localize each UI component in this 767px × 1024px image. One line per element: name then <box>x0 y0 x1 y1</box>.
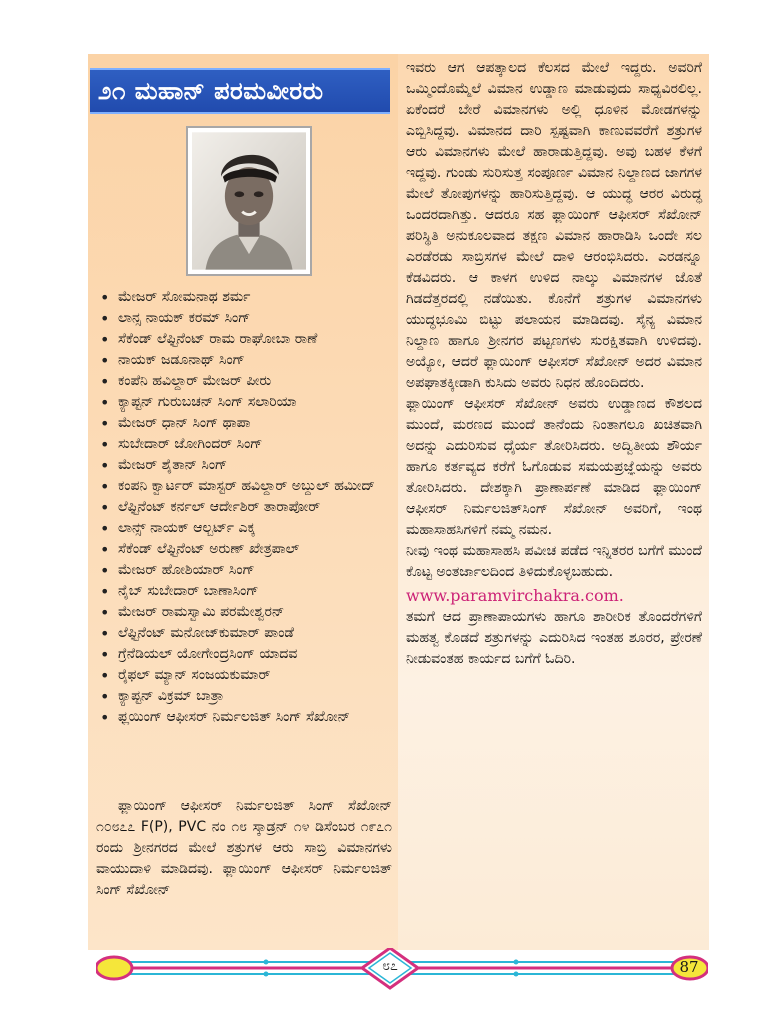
page-title: ೨೧ ಮಹಾನ್ ಪರಮವೀರರು <box>90 68 390 114</box>
list-item: • ಫ್ಲಯಿಂಗ್ ಆಫೀಸರ್ ನಿರ್ಮಲಜಿತ್ ಸಿಂಗ್ ಸೆಖೋನ್ <box>96 707 396 728</box>
list-item: • ನಾಯಕ್ ಜಡೂನಾಥ್ ಸಿಂಗ್ <box>96 350 396 371</box>
closing-paragraph: ತಮಗೆ ಆದ ಪ್ರಾಣಾಪಾಯಗಳು ಹಾಗೂ ಶಾರೀರಿಕ ತೊಂದರೆಗಳಿಗೆ ಮಹತ್ವ ಕೊಡದೆ ಶತ್ರುಗಳನ್ನು ಎದುರಿಸಿದ ಇಂತಹ ಶೂರರ, ಪ್ರೇರಣೆ ನೀಡುವಂತಹ ಕಾರ್ಯದ ಬಗೆಗೆ ಓದಿರಿ. <box>406 609 702 667</box>
list-item: • ಮೇಜರ್ ಶೈತಾನ್ ಸಿಂಗ್ <box>96 455 396 476</box>
page-footer <box>96 948 708 994</box>
list-item: • ಮೇಜರ್ ರಾಮಸ್ವಾಮಿ ಪರಮೇಶ್ವರನ್ <box>96 602 396 623</box>
portrait-image <box>192 132 306 270</box>
list-item: • ಲೆಫ್ಟಿನೆಂಟ್ ಮನೋಜ್‌ಕುಮಾರ್ ಪಾಂಡೆ <box>96 623 396 644</box>
left-paragraph: ಫ್ಲಾಯಿಂಗ್ ಆಫೀಸರ್ ನಿರ್ಮಲಜಿತ್ ಸಿಂಗ್ ಸೆಖೋನ್ ೧೦೮೭೭ F(P), PVC ನಂ ೧೮ ಸ್ಕಾಡ್ರನ್ ೧೪ ಡಿಸೆಂಬರ ೧೯೭೧ ರಂದು ಶ್ರೀನಗರದ ಮೇಲೆ ಶತ್ರುಗಳ ಆರು ಸಾಬ್ರಿ ವಿಮಾನಗಳು ವಾಯುದಾಳಿ ಮಾಡಿದವು. ಫ್ಲಾಯಿಂಗ್ ಆಫೀಸರ್ ನಿರ್ಮಲಜಿತ್ ಸಿಂಗ್ ಸೆಖೋನ್ <box>96 798 392 898</box>
list-item: • ಸೆಕೆಂಡ್ ಲೆಫ್ಟಿನೆಂಟ್ ಅರುಣ್ ಖೇತ್ರಪಾಲ್ <box>96 539 396 560</box>
right-column <box>406 58 702 670</box>
list-item: • ಮೇಜರ್ ಹೋಶಿಯಾರ್ ಸಿಂಗ್ <box>96 560 396 581</box>
list-item: • ಸೆಕೆಂಡ್ ಲೆಫ್ಟಿನೆಂಟ್ ರಾಮ ರಾಘೋಬಾ ರಾಣೆ <box>96 329 396 350</box>
list-item: • ಲೆಫ್ಟಿನೆಂಟ್ ಕರ್ನಲ್ ಆರ್ದೇಶಿರ್ ತಾರಾಪೋರ್ <box>96 497 396 518</box>
body-paragraph: ನೀವು ಇಂಥ ಮಹಾಸಾಹಸಿ ಪವೀಚ ಪಡೆದ ಇನ್ನಿತರರ ಬಗೆಗೆ ಮುಂದೆ ಕೊಟ್ಟ ಅಂತರ್ಜಾಲದಿಂದ ತಿಳಿದುಕೊಳ್ಳಬಹುದು. <box>406 543 702 580</box>
list-item: • ಲಾನ್ಸ್ ನಾಯಕ್ ಆಲ್ಬರ್ಟ್ ಎಕ್ಕ <box>96 518 396 539</box>
portrait-photo <box>186 126 312 276</box>
list-item: • ರೈಫಲ್ ಮ್ಯಾನ್ ಸಂಜಯಕುಮಾರ್ <box>96 665 396 686</box>
list-item: • ನೈಬ್ ಸುಬೇದಾರ್ ಬಾಣಾಸಿಂಗ್ <box>96 581 396 602</box>
list-item: • ಗ್ರೆನೆಡಿಯಲ್ ಯೋಗೇಂದ್ರಸಿಂಗ್ ಯಾದವ <box>96 644 396 665</box>
list-item: • ಮೇಜರ್ ಸೋಮನಾಥ ಶರ್ಮ <box>96 287 396 308</box>
website-link[interactable]: www.paramvirchakra.com. <box>406 586 624 605</box>
hero-list <box>96 287 396 728</box>
list-item: • ಲಾನ್ಸ ನಾಯಕ್ ಕರಮ್ ಸಿಂಗ್ <box>96 308 396 329</box>
list-item: • ಕಂಪನಿ ಕ್ವಾರ್ಟರ್ ಮಾಸ್ಟರ್ ಹವಿಲ್ದಾರ್ ಅಬ್ದುಲ್ ಹಮೀದ್ <box>96 476 396 497</box>
body-paragraph: ಇವರು ಆಗ ಆಪತ್ಕಾಲದ ಕೆಲಸದ ಮೇಲೆ ಇದ್ದರು. ಅವರಿಗೆ ಒಮ್ಮಿಂದೊಮ್ಮೆಲೆ ವಿಮಾನ ಉಡ್ಡಾಣ ಮಾಡುವುದು ಸಾಧ್ಯವಿರಲಿಲ್ಲ. ಏಕೆಂದರೆ ಬೇರೆ ವಿಮಾನಗಳು ಅಲ್ಲಿ ಧೂಳಿನ ಮೋಡಗಳನ್ನು ಎಬ್ಬಿಸಿದ್ದವು. ವಿಮಾನದ ದಾರಿ ಸ್ಪಷ್ಟವಾಗಿ ಕಾಣುವವರೆಗೆ ಶತ್ರುಗಳ ಆರು ವಿಮಾನಗಳು ಮೇಲೆ ಹಾರಾಡುತ್ತಿದ್ದವು. ಅವು ಬಹಳ ಕೆಳಗೆ ಇದ್ದವು. ಗುಂಡು ಸುರಿಸುತ್ತ ಸಂಪೂರ್ಣ ವಿಮಾನ ನಿಲ್ದಾಣದ ಜಾಗಗಳ ಮೇಲೆ ತೋಪುಗಳನ್ನು ಹಾರಿಸುತ್ತಿದ್ದವು. ಆ ಯುದ್ಧ ಆರರ ವಿರುದ್ಧ ಒಂದರದಾಗಿತ್ತು. ಆದರೂ ಸಹ ಫ್ಲಾಯಿಂಗ್ ಆಫೀಸರ್ ಸೆಖೋನ್ ಪರಿಸ್ಥಿತಿ ಅನುಕೂಲವಾದ ತಕ್ಷಣ ವಿಮಾನ ಹಾರಾಡಿಸಿ ಒಂದೇ ಸಲ ಎರಡೆರಡು ಸಾಬ್ರಿಸಗಳ ಮೇಲೆ ದಾಳಿ ಆರಂಭಿಸಿದರು. ಎರಡನ್ನೂ ಕೆಡವಿದರು. ಆ ಕಾಳಗ ಉಳಿದ ನಾಲ್ಕು ವಿಮಾನಗಳ ಜೊತೆ ಗಿಡದೆತ್ತರದಲ್ಲಿ ನಡೆಯಿತು. ಕೊನೆಗೆ ಶತ್ರುಗಳ ವಿಮಾನಗಳು ಯುದ್ಧಭೂಮಿ ಬಿಟ್ಟು ಪಲಾಯನ ಮಾಡಿದವು. ಸೈನ್ಯ ವಿಮಾನ ನಿಲ್ದಾಣ ಹಾಗೂ ಶ್ರೀನಗರ ಪಟ್ಟಣಗಳು ಸುರಕ್ಷಿತವಾಗಿ ಉಳಿದವು. ಅಯ್ಯೋ, ಆದರೆ ಫ್ಲಾಯಿಂಗ್ ಆಫೀಸರ್ ಸೆಖೋನ್ ಅದರ ವಿಮಾನ ಅಪಘಾತಕ್ಕೀಡಾಗಿ ಕುಸಿದು ಅವರು ನಿಧನ ಹೊಂದಿದರು. <box>406 60 702 391</box>
body-paragraph: ಫ್ಲಾಯಿಂಗ್ ಆಫೀಸರ್ ಸೆಖೋನ್ ಅವರು ಉಡ್ಡಾಣದ ಕೌಶಲದ ಮುಂದೆ, ಮರಣದ ಮುಂದೆ ತಾನೆಂದು ನಿಂತಾಗಲೂ ಖಚಿತವಾಗಿ ಅದನ್ನು ಎದುರಿಸುವ ಧೈರ್ಯ ತೋರಿಸಿದರು. ಅದ್ವಿತೀಯ ಶೌರ್ಯ ಹಾಗೂ ಕರ್ತವ್ಯದ ಕರೆಗೆ ಓಗೊಡುವ ಸಮಯಪ್ರಜ್ಞೆಯನ್ನು ಅವರು ತೋರಿಸಿದರು. ದೇಶಕ್ಕಾಗಿ ಪ್ರಾಣಾರ್ಪಣೆ ಮಾಡಿದ ಫ್ಲಾಯಿಂಗ್ ಆಫೀಸರ್ ನಿರ್ಮಲಜಿತ್‌ಸಿಂಗ್ ಸೆಖೋನ್ ಅವರಿಗೆ, ಇಂಥ ಮಹಾಸಾಹಸಿಗಳಿಗೆ ನಮ್ಮ ನಮನ. <box>406 396 702 538</box>
list-item: • ಮೇಜರ್ ಧಾನ್ ಸಿಂಗ್ ಥಾಪಾ <box>96 413 396 434</box>
list-item: • ಕ್ಯಾಪ್ಟನ್ ವಿಕ್ರಮ್ ಬಾತ್ರಾ <box>96 686 396 707</box>
page-number: 87 <box>679 958 699 976</box>
list-item: • ಸುಬೇದಾರ್ ಜೋಗಿಂದರ್ ಸಿಂಗ್ <box>96 434 396 455</box>
page-number-kannada: ೮೭ <box>382 958 398 974</box>
list-item: • ಕಂಪೆನಿ ಹವಿಲ್ದಾರ್ ಮೇಜರ್ ಪೀರು <box>96 371 396 392</box>
list-item: • ಕ್ಯಾಪ್ಟನ್ ಗುರುಬಚನ್ ಸಿಂಗ್ ಸಲಾರಿಯಾ <box>96 392 396 413</box>
